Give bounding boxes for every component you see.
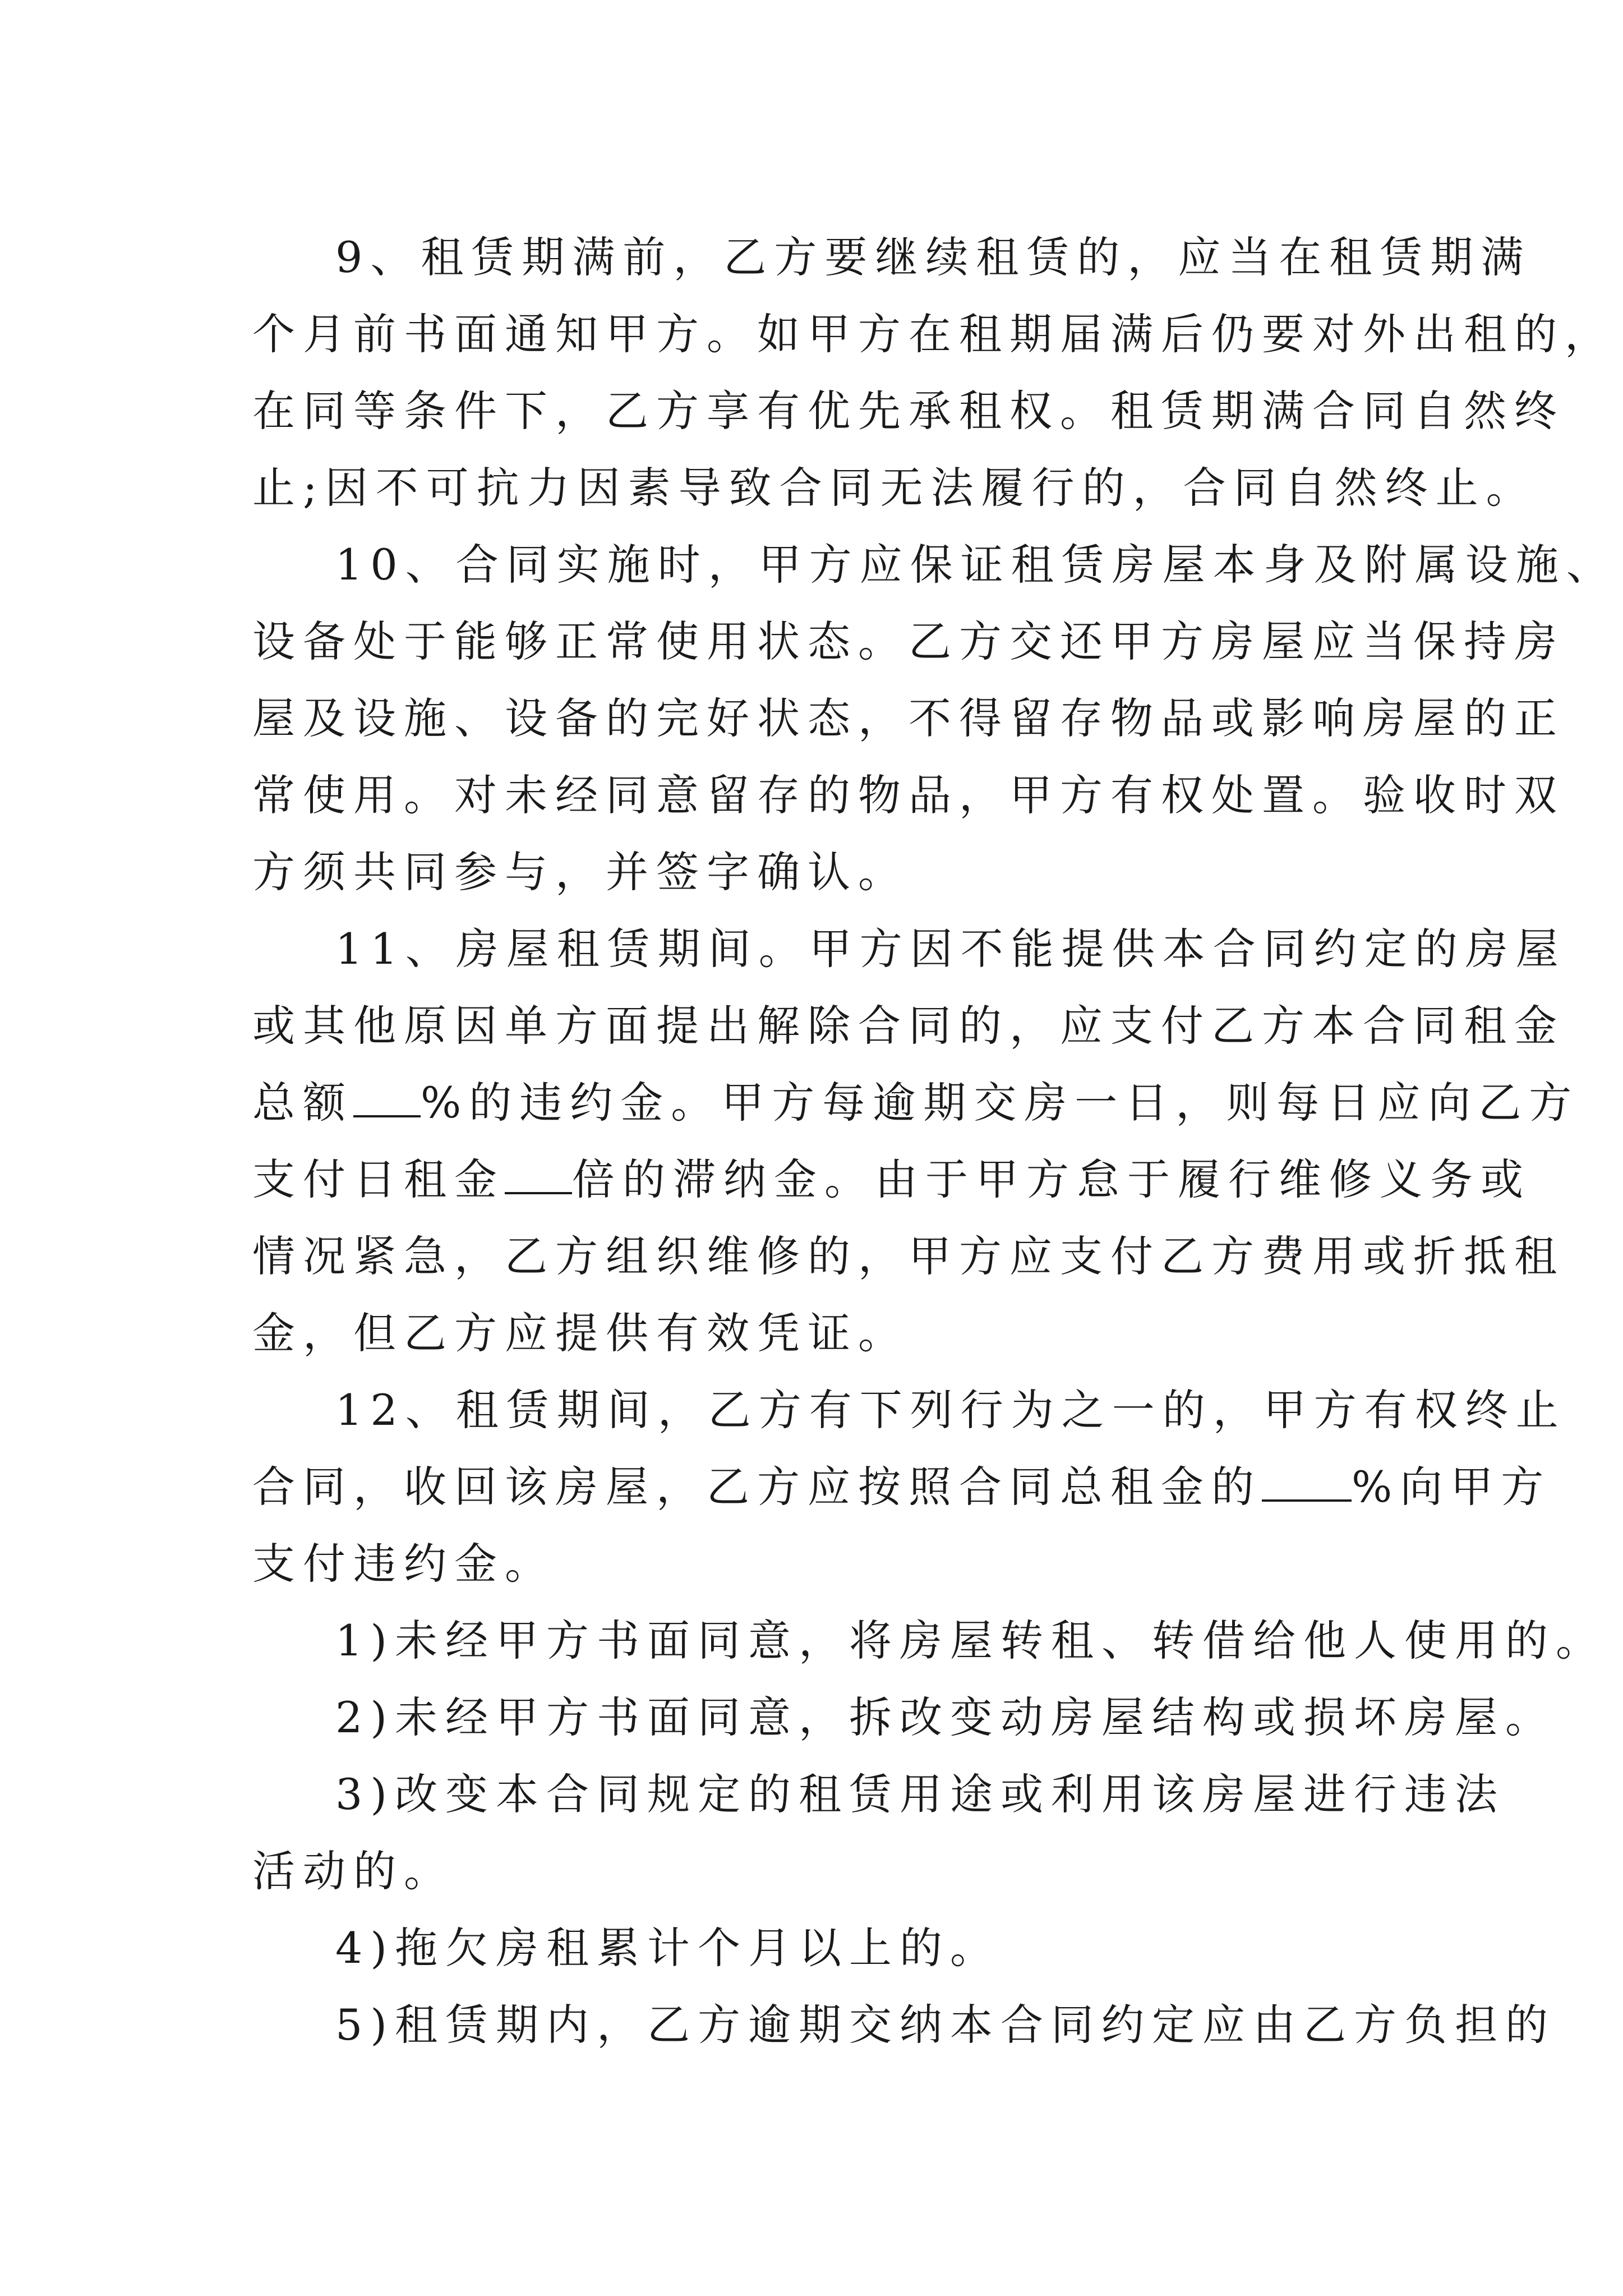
clause-10-line-5: 方须共同参与，并签字确认。: [252, 847, 909, 897]
clause-12-line-2: [252, 1448, 1552, 1525]
penalty-percent-blank: [353, 1082, 421, 1117]
clause-12-line-3: 支付违约金。: [252, 1539, 555, 1589]
clause-11-line-4-start: 支付日租金: [252, 1154, 505, 1204]
clause-11-line-4: [252, 1141, 1531, 1218]
clause-10-line-3: 屋及设施、设备的完好状态，不得留存物品或影响房屋的正: [252, 693, 1565, 743]
clause-11-line-5: 情况紧急，乙方组织维修的，甲方应支付乙方费用或折抵租: [252, 1231, 1565, 1281]
item-3-line-1: 3)改变本合同规定的租赁用途或利用该房屋进行违法: [335, 1769, 1506, 1819]
item-3-line-2: 活动的。: [252, 1846, 454, 1896]
clause-10-line-2: 设备处于能够正常使用状态。乙方交还甲方房屋应当保持房: [252, 616, 1565, 666]
document-body: [252, 219, 1617, 2063]
clause-12-line-2-end: %向甲方: [1352, 1462, 1552, 1512]
clause-12-line-1: 12、租赁期间，乙方有下列行为之一的，甲方有权终止: [335, 1385, 1566, 1435]
clause-9-line-2: 个月前书面通知甲方。如甲方在租期届满后仍要对外出租的，: [252, 309, 1615, 359]
clause-11-line-1: 11、房屋租赁期间。甲方因不能提供本合同约定的房屋: [335, 924, 1566, 974]
clause-11-line-4-end: 倍的滞纳金。由于甲方怠于履行维修义务或: [572, 1154, 1531, 1204]
clause-10-line-4: 常使用。对未经同意留存的物品，甲方有权处置。验收时双: [252, 770, 1565, 820]
item-2: 2)未经甲方书面同意，拆改变动房屋结构或损坏房屋。: [335, 1692, 1556, 1742]
clause-9-line-3: 在同等条件下，乙方享有优先承租权。租赁期满合同自然终: [252, 386, 1565, 436]
clause-11-line-2: 或其他原因单方面提出解除合同的，应支付乙方本合同租金: [252, 1001, 1565, 1051]
total-rent-percent-blank: [1262, 1466, 1352, 1502]
clause-10-line-1: 10、合同实施时，甲方应保证租赁房屋本身及附属设施、: [335, 540, 1617, 590]
late-fee-multiple-blank: [505, 1158, 572, 1194]
item-5: 5)租赁期内，乙方逾期交纳本合同约定应由乙方负担的: [335, 2000, 1556, 2050]
item-4: 4)拖欠房租累计个月以上的。: [335, 1923, 1001, 1973]
clause-9-line-4: 止;因不可抗力因素导致合同无法履行的，合同自然终止。: [252, 463, 1537, 513]
clause-11-line-6: 金，但乙方应提供有效凭证。: [252, 1308, 909, 1358]
clause-11-line-3-end: %的违约金。甲方每逾期交房一日，则每日应向乙方: [421, 1078, 1580, 1128]
item-1: 1)未经甲方书面同意，将房屋转租、转借给他人使用的。: [335, 1616, 1607, 1665]
clause-9-line-1: 9、租赁期满前，乙方要继续租赁的，应当在租赁期满: [335, 232, 1532, 282]
clause-12-line-2-start: 合同，收回该房屋，乙方应按照合同总租金的: [252, 1462, 1262, 1512]
clause-11-line-3-start: 总额: [252, 1078, 353, 1128]
clause-11-line-3: [252, 1064, 1580, 1141]
